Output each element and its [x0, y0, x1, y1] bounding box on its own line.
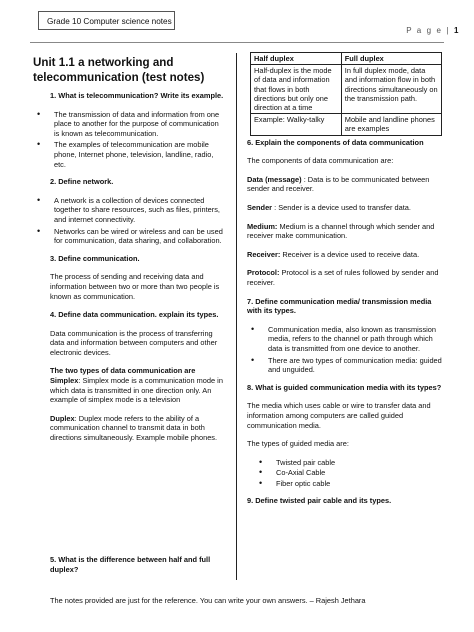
- list-item: • Co-Axial Cable: [247, 468, 443, 478]
- left-column: [33, 55, 225, 574]
- list-item: • The examples of telecommunication are mobile phone, Internet phone, television, landline, radio, etc.: [33, 140, 225, 169]
- component-text: Protocol is a set of rules followed by sender and receiver.: [247, 268, 439, 287]
- answer-8: The media which uses cable or wire to transfer data and information among computers are called guided communication media.: [247, 401, 431, 430]
- duplex-label: Duplex: [50, 413, 75, 423]
- q1-bullet-list: [33, 110, 225, 170]
- page-title: Unit 1.1 a networking and telecommunication (test notes): [33, 56, 205, 84]
- question-1: 1. What is telecommunication? Write its example.: [50, 91, 224, 100]
- component-label: Protocol:: [247, 268, 280, 278]
- column-divider: [236, 53, 237, 580]
- list-item: • A network is a collection of devices connected together to share resources, such as files, printers, and internet connectivity.: [33, 196, 225, 225]
- table-cell: Example: Walky-talky: [251, 114, 342, 135]
- q7-bullet-list: [247, 325, 443, 375]
- component-label: Sender: [247, 203, 273, 212]
- table-row: [251, 114, 442, 135]
- header-title: Grade 10 Computer science notes: [47, 17, 172, 26]
- component-data: [247, 175, 443, 194]
- table-header-cell: Full duplex: [341, 53, 441, 65]
- simplex-label: Simplex: [50, 376, 79, 386]
- component-sender: [247, 203, 443, 213]
- header-rule: [30, 42, 444, 43]
- question-6: 6. Explain the components of data communication: [247, 137, 424, 147]
- table-cell: Half-duplex is the mode of data and information that flows in both directions but only one direction at a time: [251, 65, 342, 114]
- components-intro: The components of data communication are:: [247, 156, 394, 166]
- guided-types-heading: The types of guided media are:: [247, 439, 349, 449]
- table-header-row: [251, 53, 442, 65]
- question-8: 8. What is guided communication media with its types?: [247, 382, 442, 392]
- page-number: [406, 26, 460, 35]
- page-number-value: 1: [453, 26, 460, 35]
- list-item: • Communication media, also known as transmission media, refers to the channel or path through which data is transmitted from one device to another.: [247, 325, 443, 354]
- table-cell: Mobile and landline phones are examples: [341, 114, 441, 135]
- table-cell: In full duplex mode, data and information flow in both directions simultaneously on the transmission path.: [341, 65, 441, 114]
- component-label: Data (message): [247, 174, 302, 184]
- list-item: • The transmission of data and information from one place to another for the purpose of communication is known as telecommunication.: [33, 110, 225, 139]
- component-label: Medium:: [247, 221, 278, 231]
- duplex-text: : Duplex mode refers to the ability of a communication channel to transmit data in both directions simultaneously. Example mobile phones.: [50, 413, 218, 443]
- question-7: 7. Define communication media/ transmission media with its types.: [247, 296, 432, 316]
- table-row: [251, 65, 442, 114]
- answer-4: Data communication is the process of transferring data and information between computers and other electronic devices.: [50, 328, 218, 357]
- list-item: • Twisted pair cable: [247, 458, 443, 468]
- guided-types-list: [247, 458, 443, 489]
- question-2: 2. Define network.: [50, 177, 114, 187]
- component-text: : Sender is a device used to transfer data.: [272, 203, 411, 212]
- question-5: 5. What is the difference between half and full duplex?: [50, 555, 211, 574]
- list-item: • Fiber optic cable: [247, 479, 443, 489]
- duplex-comparison-table: [250, 52, 442, 136]
- header-title-box: [38, 11, 175, 30]
- duplex-paragraph: [50, 414, 225, 443]
- simplex-text: : Simplex mode is a communication mode in which data is transmitted in one direction only. An example of simplex mode is a television: [50, 376, 223, 405]
- footer-note: The notes provided are just for the reference. You can write your own answers. – Rajesh Jethara: [50, 596, 366, 605]
- table-header-cell: Half duplex: [251, 53, 342, 65]
- component-protocol: [247, 268, 443, 287]
- page-label: P a g e |: [406, 26, 451, 35]
- component-label: Receiver:: [247, 249, 281, 259]
- types-heading: The two types of data communication are: [50, 366, 196, 376]
- list-item: • Networks can be wired or wireless and can be used for communication, data sharing, and collaboration.: [33, 227, 225, 246]
- component-receiver: [247, 250, 443, 260]
- component-medium: [247, 222, 443, 241]
- right-column: [247, 52, 443, 515]
- component-text: Receiver is a device used to receive data.: [280, 249, 420, 259]
- question-3: 3. Define communication.: [50, 253, 140, 263]
- answer-3: The process of sending and receiving data and information between two or more than two people is known as communication.: [50, 272, 220, 301]
- question-4: 4. Define data communication. explain its types.: [50, 310, 219, 320]
- question-9: 9. Define twisted pair cable and its types.: [247, 496, 392, 506]
- data-communication-types: [50, 366, 225, 404]
- component-text: : Data is to be communicated between sender and receiver.: [247, 174, 430, 194]
- list-item: • There are two types of communication media: guided and unguided.: [247, 356, 443, 375]
- component-text: Medium is a channel through which sender and receiver make communication.: [247, 221, 435, 241]
- q2-bullet-list: [33, 196, 225, 246]
